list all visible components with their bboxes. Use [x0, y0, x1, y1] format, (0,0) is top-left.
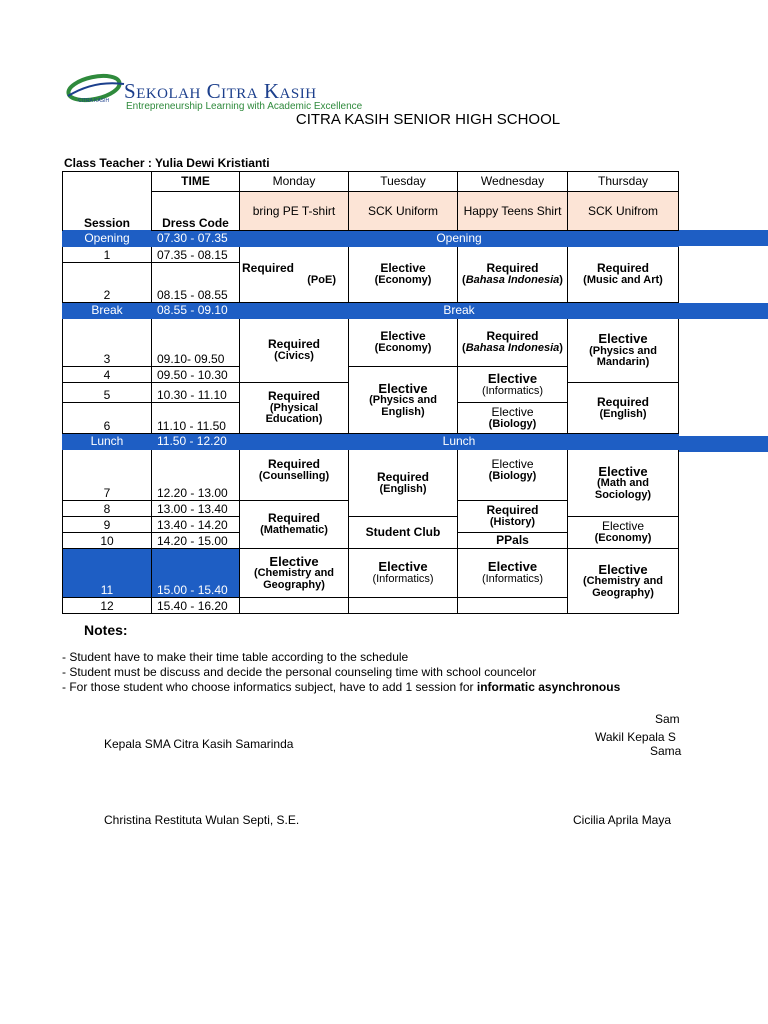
subject-cell-wednesday: Elective (Informatics)	[458, 367, 568, 403]
subject-cell-wednesday: PPals	[458, 533, 568, 549]
lunch-row	[63, 434, 679, 450]
lunch-label: Lunch	[240, 434, 679, 450]
session-header: Session	[63, 172, 152, 231]
subject-cell-thursday: Required (English)	[568, 383, 679, 434]
time-cell: 15.00 - 15.40	[152, 549, 240, 598]
right-signatory-title-line2: Sama	[650, 744, 682, 758]
time-cell: 07.35 - 08.15	[152, 247, 240, 263]
session-cell: 10	[63, 533, 152, 549]
subject-cell-tuesday: Elective (Informatics)	[349, 549, 458, 598]
subject-cell-thursday: Elective (Chemistry and Geography)	[568, 549, 679, 614]
session-cell: Lunch	[63, 434, 152, 450]
subject-cell-tuesday: Elective (Physics and English)	[349, 367, 458, 434]
session-cell: 7	[63, 450, 152, 501]
time-header: TIME	[152, 172, 240, 192]
logo-tagline: Entrepreneurship Learning with Academic Excellence	[126, 101, 363, 112]
dress-code-header: Dress Code	[152, 192, 240, 231]
right-signatory-title: Wakil Kepala S	[595, 730, 676, 744]
session-cell: 6	[63, 403, 152, 434]
subject-cell-wednesday: Required (Bahasa Indonesia)	[458, 319, 568, 367]
subject-cell-tuesday: Student Club	[349, 517, 458, 549]
logo-swoosh-icon	[64, 70, 126, 104]
time-cell: 14.20 - 15.00	[152, 533, 240, 549]
table-row	[63, 319, 679, 367]
note-item: - For those student who choose informatics subject, have to add 1 session for informatic asynchronous	[62, 680, 621, 694]
day-header-tuesday: Tuesday	[349, 172, 458, 192]
session-cell: 2	[63, 263, 152, 303]
empty-cell	[458, 598, 568, 614]
time-cell: 15.40 - 16.20	[152, 598, 240, 614]
class-teacher: Class Teacher : Yulia Dewi Kristianti	[64, 156, 270, 170]
time-cell: 11.50 - 12.20	[152, 434, 240, 450]
subject-cell-monday: Required (Civics)	[240, 319, 349, 383]
break-label: Break	[240, 303, 679, 319]
lunch-band-extension	[678, 436, 768, 452]
session-cell: Opening	[63, 231, 152, 247]
dress-code-wednesday: Happy Teens Shirt	[458, 192, 568, 231]
table-row	[63, 517, 679, 533]
dress-code-thursday: SCK Unifrom	[568, 192, 679, 231]
session-cell: 8	[63, 501, 152, 517]
empty-cell	[240, 598, 349, 614]
left-signatory-name: Christina Restituta Wulan Septi, S.E.	[104, 813, 300, 827]
school-logo	[64, 68, 404, 112]
left-signatory-title: Kepala SMA Citra Kasih Samarinda	[104, 737, 294, 751]
subject-cell-thursday: Required (Music and Art)	[568, 247, 679, 303]
dress-code-monday: bring PE T-shirt	[240, 192, 349, 231]
opening-band-extension	[678, 230, 768, 246]
note-item: - Student have to make their time table according to the schedule	[62, 650, 409, 664]
time-cell: 09.50 - 10.30	[152, 367, 240, 383]
subject-cell-monday: Required (Mathematic)	[240, 501, 349, 549]
session-cell: Break	[63, 303, 152, 319]
subject-cell-thursday: Elective (Physics and Mandarin)	[568, 319, 679, 383]
signature-place: Sam	[655, 712, 680, 726]
session-cell: 1	[63, 247, 152, 263]
subject-cell-thursday: Elective (Economy)	[568, 517, 679, 549]
subject-cell-monday: Required (Counselling)	[240, 450, 349, 501]
school-title: CITRA KASIH SENIOR HIGH SCHOOL	[295, 111, 561, 128]
day-header-monday: Monday	[240, 172, 349, 192]
subject-cell-wednesday: Required (Bahasa Indonesia)	[458, 247, 568, 303]
subject-cell-wednesday: Elective (Informatics)	[458, 549, 568, 598]
break-row	[63, 303, 679, 319]
subject-cell-wednesday: Elective (Biology)	[458, 450, 568, 501]
opening-label: Opening	[240, 231, 679, 247]
time-cell: 10.30 - 11.10	[152, 383, 240, 403]
time-cell: 08.15 - 08.55	[152, 263, 240, 303]
time-cell: 08.55 - 09.10	[152, 303, 240, 319]
note-item: - Student must be discuss and decide the personal counseling time with school councelor	[62, 665, 537, 679]
session-cell: 11	[63, 549, 152, 598]
subject-cell-monday: Elective (Chemistry and Geography)	[240, 549, 349, 598]
time-cell: 13.40 - 14.20	[152, 517, 240, 533]
time-cell: 09.10- 09.50	[152, 319, 240, 367]
table-row	[63, 549, 679, 598]
notes-title: Notes:	[84, 622, 128, 638]
time-cell: 11.10 - 11.50	[152, 403, 240, 434]
subject-cell-tuesday: Required (English)	[349, 450, 458, 517]
session-cell: 12	[63, 598, 152, 614]
break-band-extension	[678, 303, 768, 319]
subject-cell-thursday: Elective (Math and Sociology)	[568, 450, 679, 517]
subject-cell-monday: Required (Physical Education)	[240, 383, 349, 434]
session-cell: 9	[63, 517, 152, 533]
subject-cell-monday: Required (PoE)	[240, 247, 349, 303]
day-header-thursday: Thursday	[568, 172, 679, 192]
time-cell: 13.00 - 13.40	[152, 501, 240, 517]
time-cell: 07.30 - 07.35	[152, 231, 240, 247]
session-cell: 5	[63, 383, 152, 403]
header-row-dress	[63, 192, 679, 231]
subject-cell-wednesday: Elective (Biology)	[458, 403, 568, 434]
table-row	[63, 450, 679, 501]
header-row-days	[63, 172, 679, 192]
logo-school-name: SEKOLAH CITRA KASIH	[124, 79, 317, 103]
subject-cell-wednesday: Required (History)	[458, 501, 568, 533]
right-signatory-name: Cicilia Aprila Maya	[573, 813, 672, 827]
svg-text:CITRA KASIH: CITRA KASIH	[78, 98, 110, 104]
time-cell: 12.20 - 13.00	[152, 450, 240, 501]
day-header-wednesday: Wednesday	[458, 172, 568, 192]
table-row	[63, 247, 679, 263]
subject-cell-tuesday: Elective (Economy)	[349, 319, 458, 367]
opening-row	[63, 231, 679, 247]
subject-cell-tuesday: Elective (Economy)	[349, 247, 458, 303]
empty-cell	[349, 598, 458, 614]
schedule-table	[62, 171, 679, 614]
session-cell: 4	[63, 367, 152, 383]
session-cell: 3	[63, 319, 152, 367]
dress-code-tuesday: SCK Uniform	[349, 192, 458, 231]
